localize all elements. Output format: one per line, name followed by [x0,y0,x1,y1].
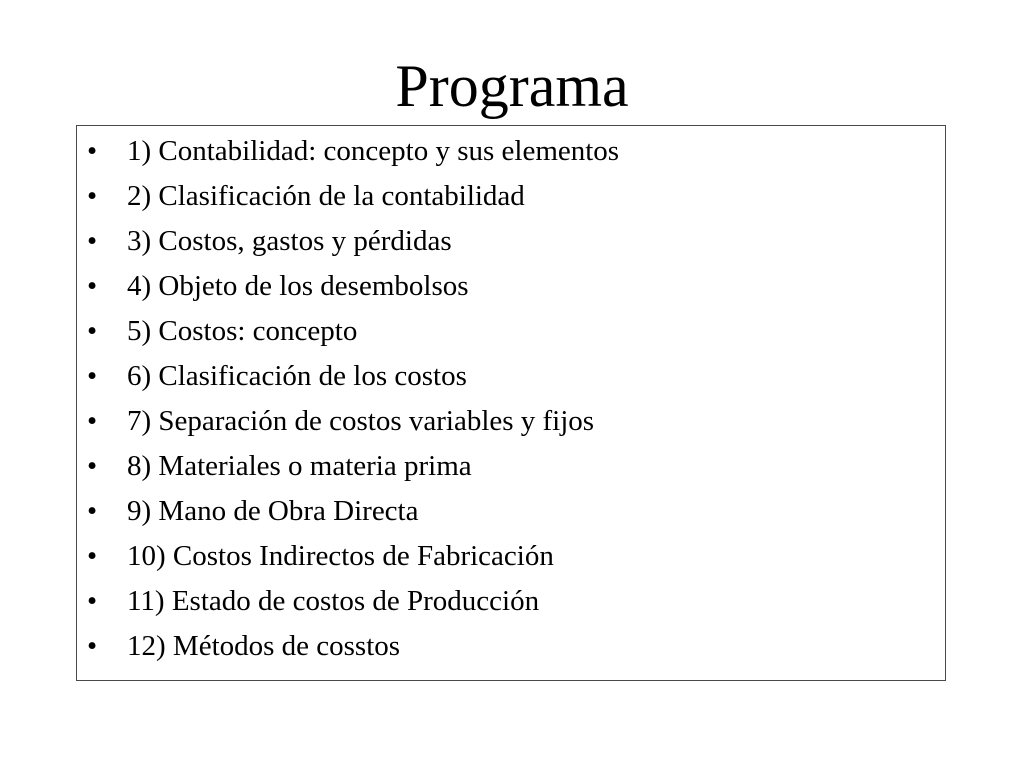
list-item-label: 7) Separación de costos variables y fijos [127,405,595,437]
bullet-icon: • [87,450,98,482]
list-item-label: 6) Clasificación de los costos [127,360,467,392]
list-item-label: 8) Materiales o materia prima [127,450,472,482]
bullet-icon: • [87,360,98,392]
list-item [77,628,945,673]
list-item [77,403,945,448]
list-item [77,133,945,178]
bullet-icon: • [87,270,98,302]
list-item-label: 9) Mano de Obra Directa [127,495,419,527]
list-item-label: 12) Métodos de cosstos [127,630,401,662]
list-item [77,358,945,403]
list-item [77,538,945,583]
list-item-label: 3) Costos, gastos y pérdidas [127,225,452,257]
bullet-icon: • [87,405,98,437]
program-list [77,133,945,673]
list-item-label: 1) Contabilidad: concepto y sus elementos [127,135,620,167]
slide-title: Programa [395,53,629,119]
bullet-icon: • [87,630,98,662]
content-box [76,125,946,681]
list-item-label: 4) Objeto de los desembolsos [127,270,469,302]
bullet-icon: • [87,315,98,347]
list-item [77,448,945,493]
bullet-icon: • [87,495,98,527]
bullet-icon: • [87,225,98,257]
list-item [77,178,945,223]
list-item-label: 10) Costos Indirectos de Fabricación [127,540,554,572]
list-item-label: 5) Costos: concepto [127,315,358,347]
bullet-icon: • [87,540,98,572]
list-item [77,493,945,538]
bullet-icon: • [87,180,98,212]
bullet-icon: • [87,135,98,167]
list-item [77,583,945,628]
bullet-icon: • [87,585,98,617]
list-item-label: 11) Estado de costos de Producción [127,585,540,617]
list-item [77,268,945,313]
list-item [77,313,945,358]
list-item-label: 2) Clasificación de la contabilidad [127,180,525,212]
list-item [77,223,945,268]
